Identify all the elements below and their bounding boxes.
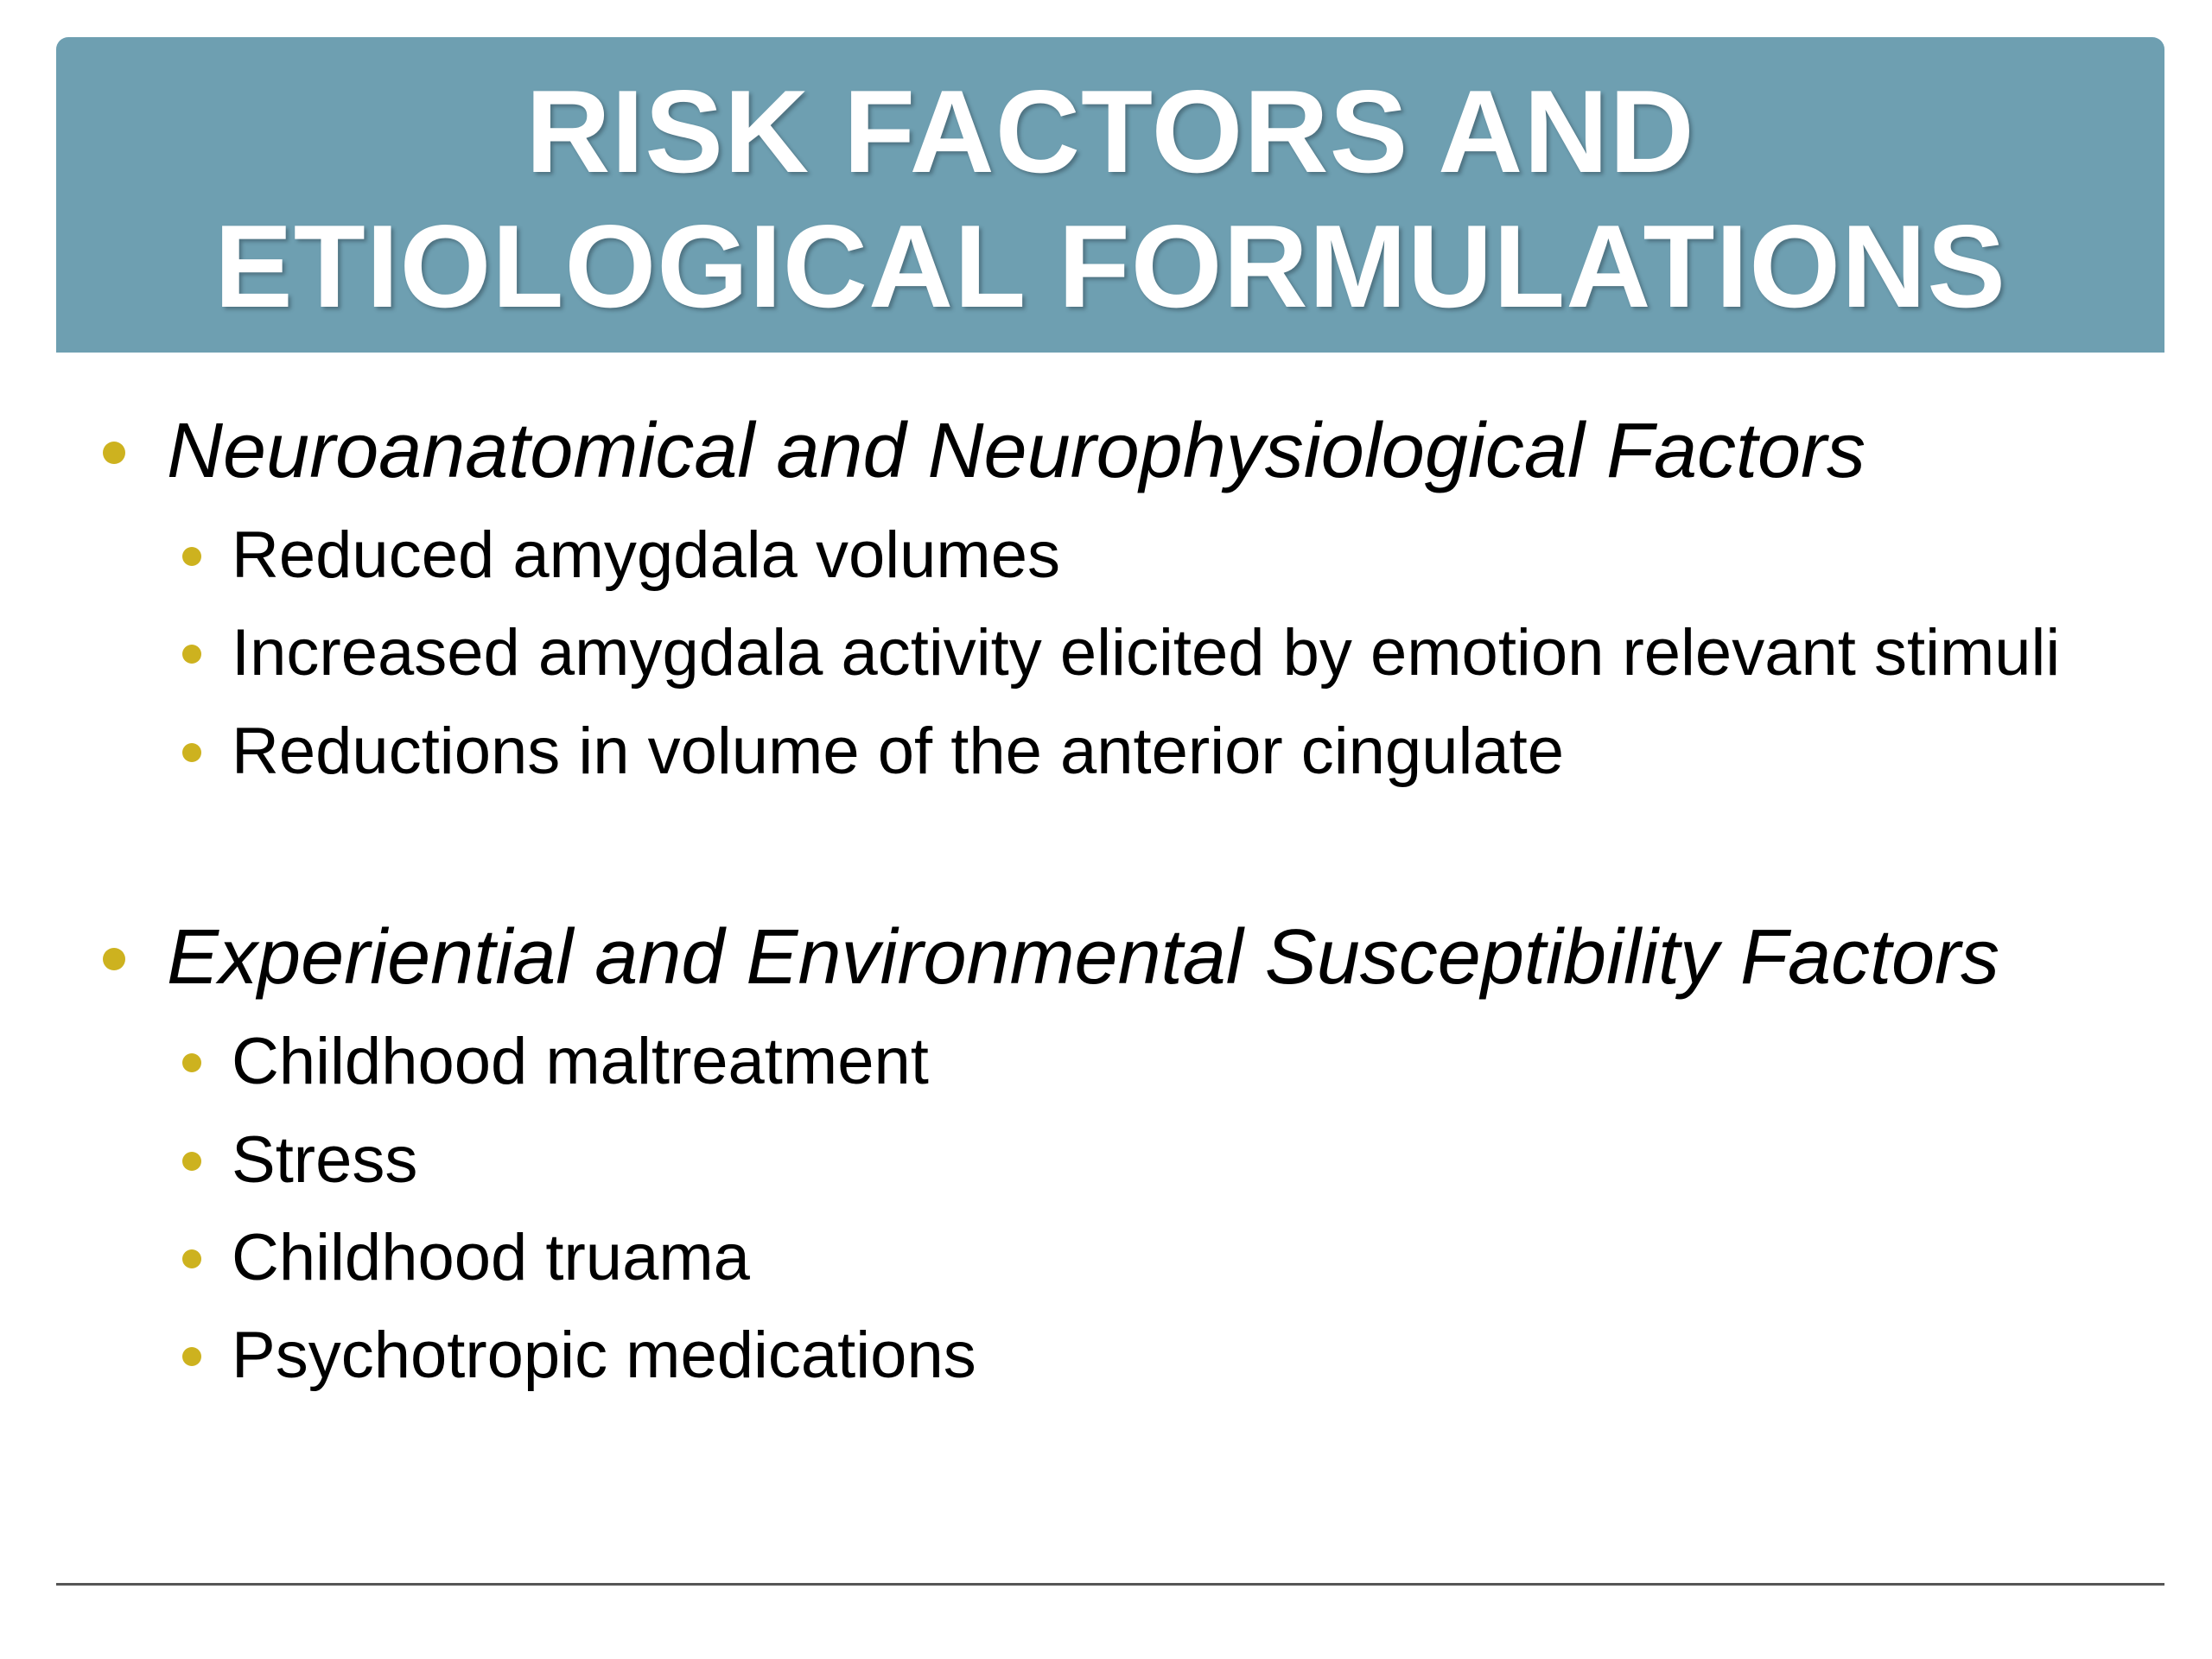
bullet-icon bbox=[182, 743, 201, 762]
list-item: Reductions in volume of the anterior cingulate bbox=[232, 715, 1565, 788]
bullet-icon bbox=[103, 948, 125, 970]
list-item: Increased amygdala activity elicited by emotion relevant stimuli bbox=[232, 616, 2061, 690]
list-item: Psychotropic medications bbox=[232, 1319, 976, 1392]
bullet-icon bbox=[182, 1053, 201, 1072]
list-item: Childhood maltreatment bbox=[232, 1025, 929, 1098]
section-heading: Neuroanatomical and Neurophysiological Factors bbox=[167, 408, 1866, 494]
slide-title-line-2: ETIOLOGICAL FORMULATIONS bbox=[214, 200, 2006, 332]
bullet-icon bbox=[182, 1249, 201, 1268]
list-item: Childhood truama bbox=[232, 1221, 750, 1294]
bullet-icon bbox=[182, 1152, 201, 1171]
list-item: Reduced amygdala volumes bbox=[232, 518, 1060, 592]
bullet-icon bbox=[182, 645, 201, 664]
slide-title-line-1: RISK FACTORS AND bbox=[525, 65, 1695, 197]
footer-divider bbox=[56, 1583, 2164, 1586]
bullet-icon bbox=[182, 547, 201, 566]
section-heading: Experiential and Environmental Susceptibility Factors bbox=[167, 914, 2000, 1001]
bullet-icon bbox=[103, 442, 125, 464]
list-item: Stress bbox=[232, 1123, 418, 1197]
bullet-icon bbox=[182, 1347, 201, 1366]
